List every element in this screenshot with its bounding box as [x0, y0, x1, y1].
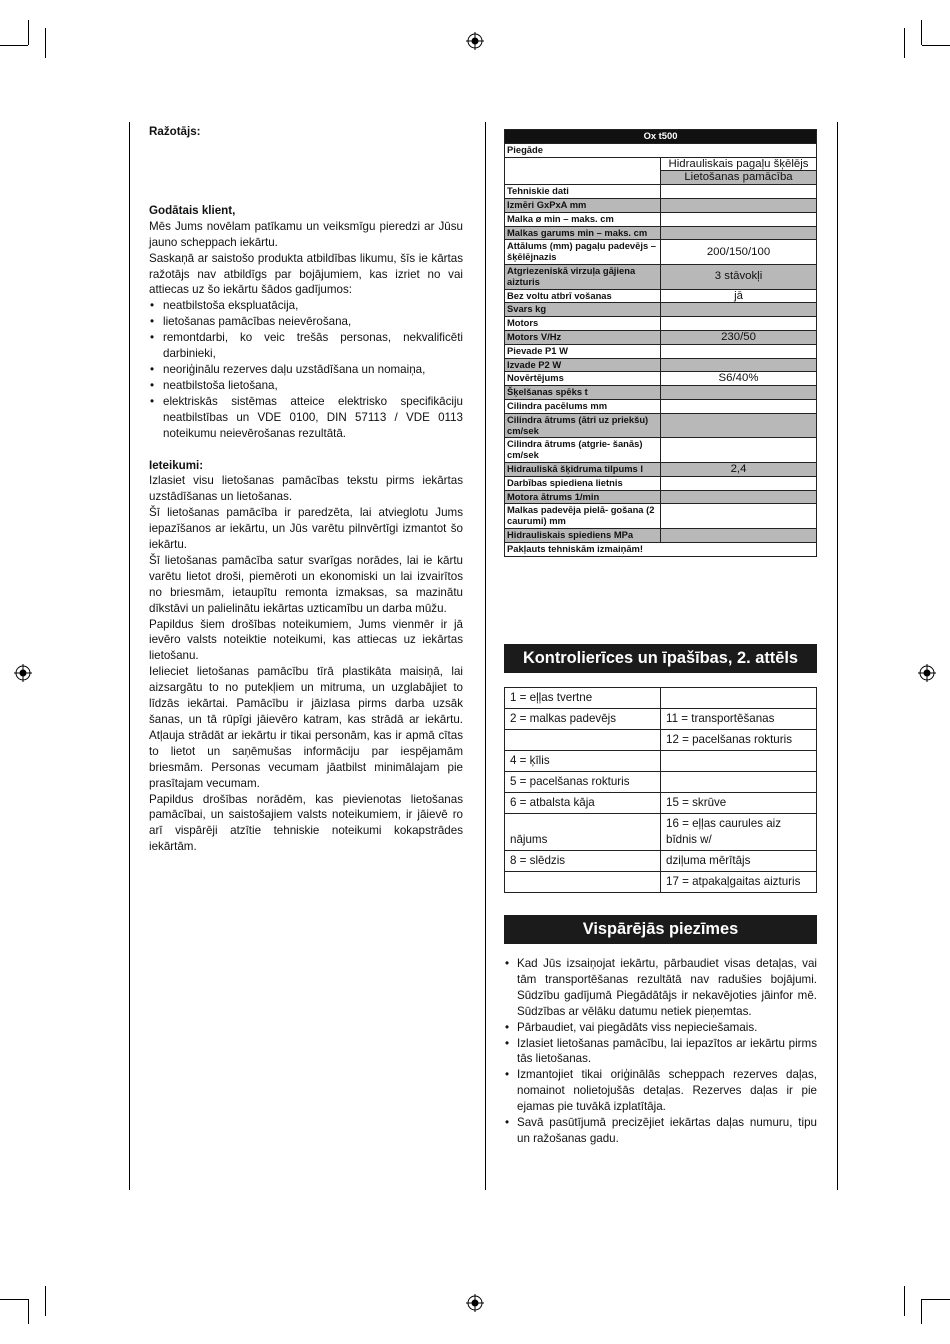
- registration-mark-right-icon: [918, 664, 936, 682]
- delivery-item: Hidrauliskais pagaļu šķēlējs: [661, 157, 817, 171]
- table-row: [505, 143, 817, 157]
- spec-label: Malkas garums min – maks. cm: [505, 226, 661, 240]
- table-row: [505, 330, 817, 344]
- delivery-label: Piegāde: [505, 143, 817, 157]
- table-row: [505, 851, 817, 872]
- spec-label: Cilindra ātrums (atgrie- šanās) cm/sek: [505, 438, 661, 463]
- table-row: [505, 793, 817, 814]
- table-row: [505, 226, 817, 240]
- spec-label: Hidrauliskais spiediens MPa: [505, 528, 661, 542]
- list-item: • Izmantojiet tikai oriģinālās scheppach rezerves daļas, nomainot nolietojušās detaļas. Rezerves daļas ir pie ejamas pie tuvākā izplatītāja.: [504, 1067, 817, 1115]
- list-item: • neoriģinālu rezerves daļu uzstādīšana un nomaiņa,: [149, 362, 463, 378]
- table-row: [505, 542, 817, 556]
- spec-value: [661, 476, 817, 490]
- spec-value: 2,4: [661, 462, 817, 476]
- greeting-heading: Godātais klient,: [149, 203, 236, 217]
- table-row: [505, 413, 817, 438]
- spec-label: Šķelšanas spēks t: [505, 386, 661, 400]
- advice-paragraph: Papildus drošības norādēm, kas pievienotas lietošanas pamācībai, un saistošajiem valsts noteikumiem, ir jāievē ro arī vispārēji atzītie tehniskie noteikumi kokapstrādes iekārtām.: [149, 792, 463, 854]
- table-row: [505, 462, 817, 476]
- intro-paragraph: Saskaņā ar saistošo produkta atbildības likumu, šīs ie kārtas ražotājs nav atbildīgs par bojājumiem, kas izriet no vai attiecas uz šo iekārtu šādos gadījumos:: [149, 251, 463, 297]
- spec-label: Atgriezeniskā virzuļa gājiena aizturis: [505, 264, 661, 289]
- list-item: • Kad Jūs izsaiņojat iekārtu, pārbaudiet visas detaļas, vai tām transportēšanas rezultātā nav radušies bojājumi. Sūdzību gadījumā Piegādātājs ir nekavējoties jāinfor mē. Sūdzības ar vēlāku datumu netiek pieņemtas.: [504, 956, 817, 1020]
- controls-table: [504, 687, 817, 893]
- controls-cell: 8 = slēdzis: [505, 851, 661, 872]
- spec-value: jā: [661, 289, 817, 303]
- spec-value: [661, 386, 817, 400]
- delivery-spacer: [505, 157, 661, 185]
- spec-label: Motora ātrums 1/min: [505, 490, 661, 504]
- column-rule-left: [129, 122, 130, 1190]
- general-notes-list: [504, 956, 817, 1147]
- spec-label: Cilindra ātrums (ātri uz priekšu) cm/sek: [505, 413, 661, 438]
- technical-data-table: [504, 129, 817, 557]
- table-row: [505, 372, 817, 386]
- table-row: [505, 264, 817, 289]
- advice-paragraph: Ielieciet lietošanas pamācību tīrā plastikāta maisiņā, lai aizsargātu to no putekļiem un mitruma, un uzglabājiet to līdzās iekārtai. Pamācību ir jāizlasa pirms darba uzsāk šanas, un tā rūpīgi jāievēro katram, kas strādā ar iekārtu. Atļauja strādāt ar iekārtu ir tikai personām, kas ir apmā cītas to lietot un saņēmušas informāciju par iespējamām briesmām. Personas vecumam jāatbilst minimālajam pie prasītajam vecumam.: [149, 665, 463, 790]
- controls-cell: 16 = eļļas caurules aiz bīdnis w/: [661, 814, 817, 851]
- delivery-item: Lietošanas pamācība: [661, 171, 817, 185]
- list-item: • Izlasiet lietošanas pamācību, lai iepazītos ar iekārtu pirms tās lietošanas.: [504, 1036, 817, 1068]
- table-row: [505, 399, 817, 413]
- table-row: [505, 185, 817, 199]
- controls-cell: 11 = transportēšanas: [661, 709, 817, 730]
- spec-value: 3 stāvokļi: [661, 264, 817, 289]
- list-item: • Savā pasūtījumā precizējiet iekārtas daļas numuru, tipu un ražošanas gadu.: [504, 1115, 817, 1147]
- tech-data-value: [661, 185, 817, 199]
- spec-label: Pievade P1 W: [505, 344, 661, 358]
- advice-paragraph: Papildus šiem drošības noteikumiem, Jums vienmēr ir jā ievēro valsts noteiktie noteikumi, kas attiecas uz iekārtas lietošanu.: [149, 617, 463, 663]
- table-row: [505, 730, 817, 751]
- spec-value: [661, 413, 817, 438]
- controls-cell: [505, 730, 661, 751]
- controls-cell: [661, 772, 817, 793]
- list-item: • lietošanas pamācības neievērošana,: [149, 314, 463, 330]
- list-item: • neatbilstoša ekspluatācija,: [149, 298, 463, 314]
- table-row: [505, 240, 817, 265]
- controls-cell: [505, 872, 661, 893]
- spec-label: Motors: [505, 317, 661, 331]
- spec-label: Izmēri GxPxA mm: [505, 198, 661, 212]
- controls-cell: 12 = pacelšanas rokturis: [661, 730, 817, 751]
- controls-cell: 1 = eļļas tvertne: [505, 688, 661, 709]
- spec-label: Malka ø min – maks. cm: [505, 212, 661, 226]
- table-row: [505, 157, 817, 171]
- controls-cell: [661, 688, 817, 709]
- spec-value: [661, 317, 817, 331]
- spec-label: Attālums (mm) pagaļu padevējs – šķēlējnazis: [505, 240, 661, 265]
- table-row: [505, 476, 817, 490]
- spec-label: Cilindra pacēlums mm: [505, 399, 661, 413]
- column-rule-right: [837, 122, 838, 1190]
- table-row: [505, 317, 817, 331]
- table-row: [505, 709, 817, 730]
- table-row: [505, 751, 817, 772]
- tech-data-label: Tehniskie dati: [505, 185, 661, 199]
- spec-value: S6/40%: [661, 372, 817, 386]
- spec-value: [661, 490, 817, 504]
- left-column: [149, 124, 463, 855]
- controls-cell: nājums: [505, 814, 661, 851]
- table-row: [505, 344, 817, 358]
- spec-value: [661, 438, 817, 463]
- advice-paragraph: Izlasiet visu lietošanas pamācības tekstu pirms iekārtas uzstādīšanas un lietošanas.: [149, 474, 463, 504]
- table-row: [505, 772, 817, 793]
- spec-label: Hidrauliskā šķidruma tilpums l: [505, 462, 661, 476]
- intro-paragraph: Mēs Jums novēlam patīkamu un veiksmīgu pieredzi ar Jūsu jauno scheppach iekārtu.: [149, 219, 463, 249]
- spec-label: Izvade P2 W: [505, 358, 661, 372]
- list-item: • remontdarbi, ko veic trešās personas, nekvalificēti darbinieki,: [149, 330, 463, 362]
- controls-cell: 15 = skrūve: [661, 793, 817, 814]
- table-row: [505, 688, 817, 709]
- table-row: [505, 289, 817, 303]
- spec-value: [661, 226, 817, 240]
- list-item: • neatbilstoša lietošana,: [149, 378, 463, 394]
- spec-value: [661, 303, 817, 317]
- list-item: • elektriskās sistēmas atteice elektrisko specifikāciju neatbilstības un VDE 0100, DIN 57113 / VDE 0113 noteikumu neievērošanas rezultātā.: [149, 394, 463, 442]
- table-header-row: [505, 130, 817, 144]
- spec-footer-note: Pakļauts tehniskām izmaiņām!: [505, 542, 817, 556]
- spec-value: [661, 198, 817, 212]
- column-rule-middle: [485, 122, 486, 1190]
- controls-heading: Kontrolierīces un īpašības, 2. attēls: [504, 644, 817, 673]
- spec-label: Novērtējums: [505, 372, 661, 386]
- list-item: • Pārbaudiet, vai piegādāts viss nepieciešamais.: [504, 1020, 817, 1036]
- registration-mark-top-icon: [466, 32, 484, 50]
- general-notes-heading: Vispārējās piezīmes: [504, 915, 817, 944]
- spec-value: [661, 504, 817, 529]
- spec-label: Bez voltu atbrī vošanas: [505, 289, 661, 303]
- controls-cell: 17 = atpakaļgaitas aizturis: [661, 872, 817, 893]
- spec-value: [661, 358, 817, 372]
- table-row: [505, 438, 817, 463]
- controls-cell: 6 = atbalsta kāja: [505, 793, 661, 814]
- spec-value: [661, 344, 817, 358]
- spec-value: [661, 528, 817, 542]
- table-row: [505, 814, 817, 851]
- advice-heading: Ieteikumi:: [149, 458, 204, 472]
- table-row: [505, 528, 817, 542]
- controls-cell: [661, 751, 817, 772]
- liability-list: [149, 298, 463, 441]
- spec-value: [661, 399, 817, 413]
- table-row: [505, 212, 817, 226]
- manufacturer-heading: Ražotājs:: [149, 125, 201, 138]
- spec-label: Malkas padevēja pielā- gošana (2 caurumi) mm: [505, 504, 661, 529]
- spec-value: [661, 212, 817, 226]
- controls-cell: dziļuma mērītājs: [661, 851, 817, 872]
- advice-paragraph: Šī lietošanas pamācība ir paredzēta, lai atvieglotu Jums iepazīšanos ar iekārtu, un Jūs varētu pilnvērtīgi izmantot šo iekārtu.: [149, 506, 463, 552]
- registration-mark-left-icon: [14, 664, 32, 682]
- table-row: [505, 303, 817, 317]
- model-header: Ox t500: [505, 130, 817, 144]
- controls-cell: 5 = pacelšanas rokturis: [505, 772, 661, 793]
- controls-cell: 4 = ķīlis: [505, 751, 661, 772]
- registration-mark-bottom-icon: [466, 1294, 484, 1312]
- spec-value: 230/50: [661, 330, 817, 344]
- controls-cell: 2 = malkas padevējs: [505, 709, 661, 730]
- spec-value: 200/150/100: [661, 240, 817, 265]
- spec-label: Darbības spiediena lietnis: [505, 476, 661, 490]
- table-row: [505, 490, 817, 504]
- table-row: [505, 358, 817, 372]
- spec-label: Svars kg: [505, 303, 661, 317]
- table-row: [505, 198, 817, 212]
- spec-label: Motors V/Hz: [505, 330, 661, 344]
- advice-paragraph: Šī lietošanas pamācība satur svarīgas norādes, lai ie kārtu varētu lietot droši, piemēroti un ekonomiski un lai izvairītos no briesmām, ietaupītu remonta izmaksas, sa mazinātu dīkstāvi un palielinātu iekārtas uzticamību un darba mūžu.: [149, 553, 463, 615]
- table-row: [505, 386, 817, 400]
- table-row: [505, 872, 817, 893]
- table-row: [505, 504, 817, 529]
